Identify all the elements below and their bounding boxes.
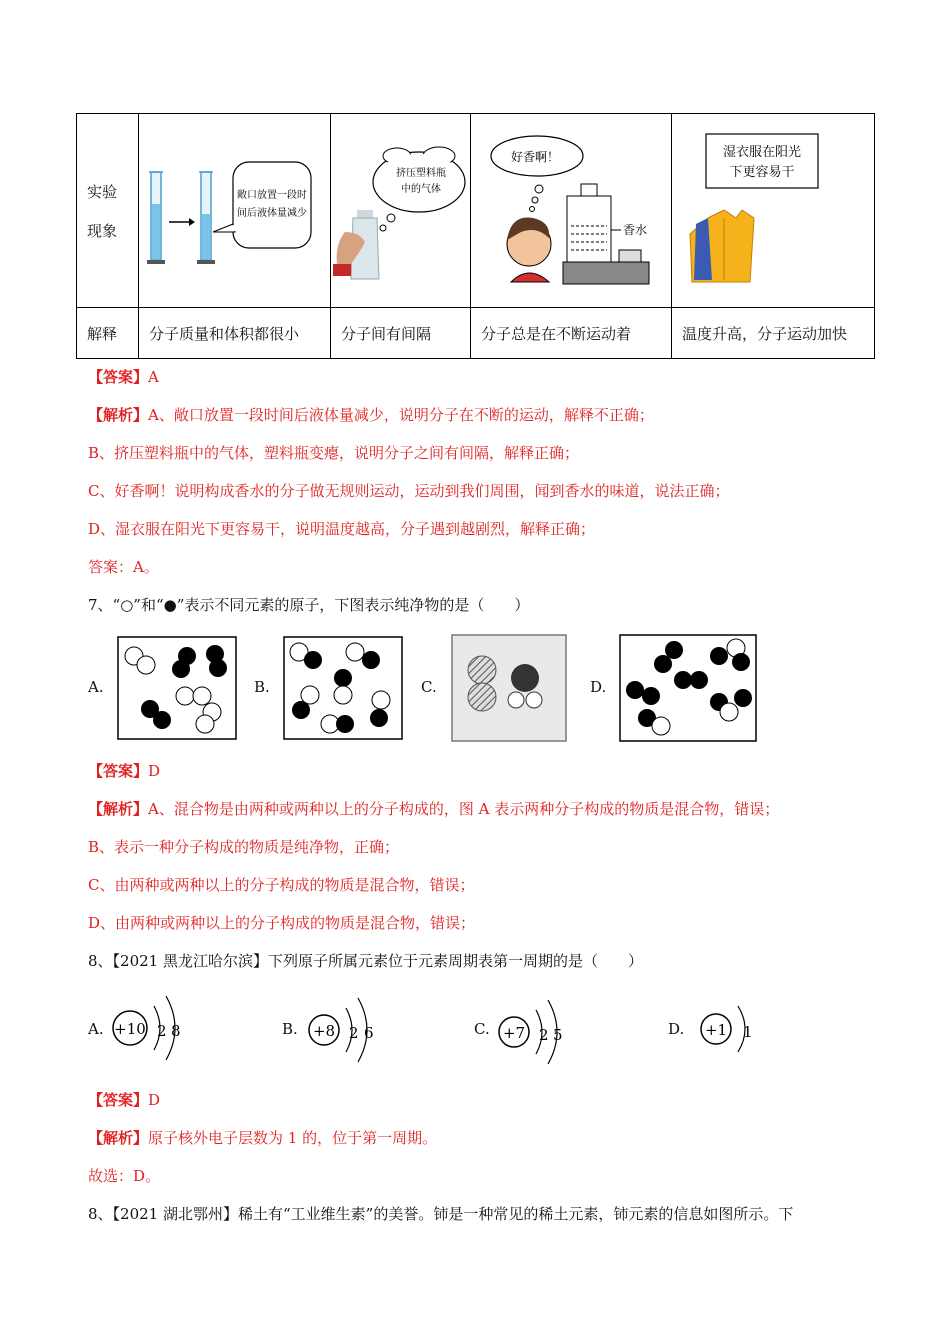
q8a-option-b-label: B. (282, 1020, 298, 1038)
q8a-d-shell1: 1 (743, 1023, 753, 1041)
q8a-answer-value: D (148, 1091, 161, 1109)
explanation-d: 温度升高，分子运动加快 (672, 308, 875, 359)
explanation-b: 分子间有间隔 (331, 308, 471, 359)
q8a-option-c-diagram (496, 986, 576, 1072)
scene-c-perfume (471, 114, 672, 308)
q6-analysis-tag: 【解析】 (88, 406, 149, 424)
perfume-figure (471, 114, 672, 303)
q8a-a-nucleus: +10 (114, 1020, 146, 1038)
q7-analysis-line1 (88, 798, 779, 819)
scene-b-bottle (331, 114, 471, 308)
q8a-d-nucleus: +1 (704, 1021, 728, 1039)
q6-answer-value: A (148, 368, 159, 386)
q8a-option-d-label: D. (668, 1020, 685, 1038)
cylinders-figure (139, 114, 331, 303)
q7-answer-tag: 【答案】 (88, 762, 149, 780)
row-header-line1: 实验 (87, 182, 118, 201)
q8a-b-shell2: 6 (364, 1024, 374, 1042)
q8a-stem: 8、【2021 黑龙江哈尔滨】下列原子所属元素位于元素周期表第一周期的是（ ） (88, 952, 643, 970)
q7-answer-line (88, 760, 160, 781)
q6-analysis-line3: C、好香啊！说明构成香水的分子做无规则运动，运动到我们周围，闻到香水的味道，说法正确； (88, 482, 730, 500)
q7-option-a-label: A. (88, 678, 104, 696)
q6-conclusion: 答案：A。 (88, 558, 159, 576)
q8a-b-shell1: 2 (349, 1024, 359, 1042)
q7-analysis-text1: A、混合物是由两种或两种以上的分子构成的，图 A 表示两种分子构成的物质是混合物，错误； (148, 800, 780, 818)
q8a-c-shell2: 5 (553, 1026, 563, 1044)
q6-analysis-line1 (88, 404, 654, 425)
explanation-a: 分子质量和体积都很小 (139, 308, 331, 359)
row-header-explanation: 解释 (77, 308, 139, 359)
q8a-option-d-diagram (696, 994, 766, 1064)
bubble-b-line1: 挤压塑料瓶 (396, 168, 446, 179)
q8a-a-shell2: 8 (171, 1022, 181, 1040)
clothes-figure (672, 114, 875, 303)
q7-option-b-label: B. (254, 678, 270, 696)
q7-answer-value: D (148, 762, 161, 780)
q7-analysis-line2: B、表示一种分子构成的物质是纯净物，正确； (88, 838, 400, 856)
q8a-option-b-diagram (304, 986, 384, 1072)
bubble-b-line2: 中的气体 (401, 184, 441, 195)
bubble-a-line2: 间后液体量减少 (237, 208, 307, 219)
q7-option-b-figure (283, 636, 403, 740)
q7-option-d-label: D. (590, 678, 607, 696)
row-header-phenomenon (77, 114, 139, 308)
q7-stem: 7、“○”和“●”表示不同元素的原子，下图表示纯净物的是（ ） (88, 596, 530, 614)
q8a-c-shell1: 2 (539, 1026, 549, 1044)
bubble-c-text: 好香啊！ (510, 150, 560, 164)
q6-analysis-line2: B、挤压塑料瓶中的气体，塑料瓶变瘪，说明分子之间有间隔，解释正确； (88, 444, 580, 462)
q7-option-c-label: C. (421, 678, 437, 696)
q8a-a-shell1: 2 (157, 1022, 167, 1040)
q8a-answer-tag: 【答案】 (88, 1091, 149, 1109)
q8a-option-a-diagram (110, 986, 190, 1072)
q8a-analysis-tag: 【解析】 (88, 1129, 149, 1147)
q7-analysis-line4: D、由两种或两种以上的分子构成的物质是混合物，错误； (88, 914, 476, 932)
q6-analysis-text1: A、敞口放置一段时间后液体量减少，说明分子在不断的运动，解释不正确； (148, 406, 654, 424)
q8b-stem: 8、【2021 湖北鄂州】稀土有“工业维生素”的美誉。铈是一种常见的稀土元素，铈元素的信息如图所示。下 (88, 1205, 794, 1223)
q8a-answer-line (88, 1089, 160, 1110)
q8a-option-a-label: A. (88, 1020, 104, 1038)
perfume-label: 香水 (623, 223, 648, 237)
q6-analysis-line4: D、湿衣服在阳光下更容易干，说明温度越高，分子遇到越剧烈，解释正确； (88, 520, 596, 538)
q6-answer-line (88, 366, 159, 387)
q8a-c-nucleus: +7 (502, 1024, 526, 1042)
q6-answer-tag: 【答案】 (88, 368, 149, 386)
q7-option-d-figure (619, 634, 759, 742)
q7-option-a-figure (117, 636, 237, 740)
scene-a-cylinders (139, 114, 331, 308)
q7-analysis-line3: C、由两种或两种以上的分子构成的物质是混合物，错误； (88, 876, 475, 894)
bottle-figure (331, 114, 471, 303)
q8a-analysis-line (88, 1127, 437, 1148)
bubble-a-line1: 敞口放置一段时 (237, 190, 307, 201)
box-d-line1: 湿衣服在阳光 (722, 145, 802, 160)
q7-option-c-figure (451, 634, 567, 742)
q7-analysis-tag: 【解析】 (88, 800, 149, 818)
experiment-table (76, 113, 875, 359)
explanation-c: 分子总是在不断运动着 (471, 308, 672, 359)
scene-d-clothes (672, 114, 875, 308)
q8a-option-c-label: C. (474, 1020, 490, 1038)
q8a-b-nucleus: +8 (312, 1022, 336, 1040)
box-d-line2: 下更容易干 (729, 165, 795, 180)
row-header-line2: 现象 (87, 221, 118, 240)
q8a-conclusion: 故选：D。 (88, 1167, 161, 1185)
q8a-analysis-text: 原子核外电子层数为 1 的，位于第一周期。 (148, 1129, 438, 1147)
